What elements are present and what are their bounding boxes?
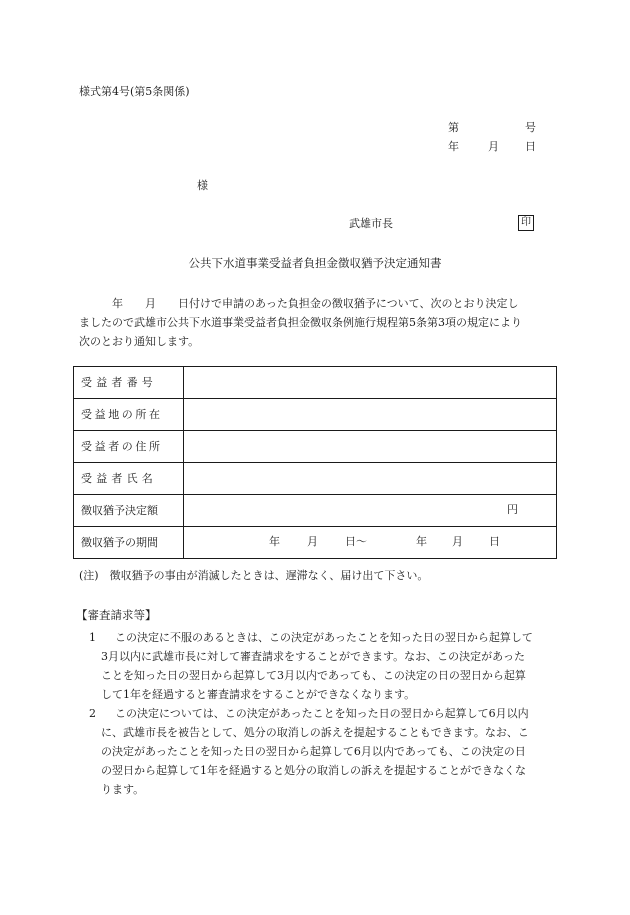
period-to-month: 月 xyxy=(452,535,463,548)
table-row xyxy=(74,399,557,431)
table-row xyxy=(74,431,557,463)
table-row xyxy=(74,527,557,559)
row-label-land-location: 受益地の所在 xyxy=(74,399,184,431)
land-location-field[interactable] xyxy=(184,399,557,431)
period-from-day: 日〜 xyxy=(345,535,367,548)
row-label-beneficiary-number: 受益者番号 xyxy=(74,367,184,399)
review-item-number: 2 xyxy=(89,707,96,720)
issue-date-day: 日 xyxy=(525,140,536,153)
body-line-2: ましたので武雄市公共下水道事業受益者負担金徴収条例施行規程第5条第3項の規定により xyxy=(79,316,522,329)
document-number-date-block xyxy=(448,122,538,162)
body-line-1-text: 日付けで申請のあった負担金の徴収猶予について、次のとおり決定し xyxy=(178,297,519,310)
form-number-label: 様式第4号(第5条関係) xyxy=(79,85,190,98)
review-item-line: ります。 xyxy=(101,783,145,796)
seal-mark: 印 xyxy=(518,215,534,231)
table-row xyxy=(74,463,557,495)
note-text: (注) 徴収猶予の事由が消滅したときは、遅滞なく、届け出て下さい。 xyxy=(79,569,429,582)
period-to-day: 日 xyxy=(489,535,500,548)
document-number-row xyxy=(448,122,538,136)
beneficiary-number-field[interactable] xyxy=(184,367,557,399)
number-suffix: 号 xyxy=(525,121,536,134)
review-item-line: ことを知った日の翌日から起算して3月以内であっても、この決定の日の翌日から起算 xyxy=(101,669,526,682)
issuer-name: 武雄市長 xyxy=(349,217,393,230)
body-year: 年 xyxy=(112,297,123,310)
row-label-beneficiary-name: 受益者氏名 xyxy=(74,463,184,495)
issue-date-year: 年 xyxy=(448,140,459,153)
beneficiary-name-field[interactable] xyxy=(184,463,557,495)
yen-unit: 円 xyxy=(507,503,518,516)
review-item-line: この決定については、この決定があったことを知った日の翌日から起算して6月以内 xyxy=(115,707,529,720)
deferral-info-table xyxy=(73,366,557,559)
list-item xyxy=(79,704,561,799)
issue-date-month: 月 xyxy=(488,140,499,153)
body-line-1 xyxy=(79,294,559,313)
row-label-deferral-amount: 徴収猶予決定額 xyxy=(74,495,184,527)
review-item-line: の翌日から起算して1年を経過すると処分の取消しの訴えを提起することができなくな xyxy=(101,764,526,777)
review-item-number: 1 xyxy=(89,631,96,644)
document-title: 公共下水道事業受益者負担金徴収猶予決定通知書 xyxy=(188,256,442,270)
table-row xyxy=(74,367,557,399)
review-item-line: に、武雄市長を被告として、処分の取消しの訴えを提起することもできます。なお、こ xyxy=(101,726,529,739)
body-month: 月 xyxy=(145,297,156,310)
body-line-3: 次のとおり通知します。 xyxy=(79,335,200,348)
list-item xyxy=(79,628,561,704)
deferral-amount-field[interactable] xyxy=(184,495,557,527)
review-item-line: この決定に不服のあるときは、この決定があったことを知った日の翌日から起算して xyxy=(115,631,533,644)
table-row xyxy=(74,495,557,527)
period-to-year: 年 xyxy=(416,535,427,548)
row-label-beneficiary-address: 受益者の住所 xyxy=(74,431,184,463)
period-from-month: 月 xyxy=(307,535,318,548)
row-label-deferral-period: 徴収猶予の期間 xyxy=(74,527,184,559)
review-item-line: の決定があったことを知った日の翌日から起算して6月以内であっても、この決定の日 xyxy=(101,745,526,758)
beneficiary-address-field[interactable] xyxy=(184,431,557,463)
issue-date-row xyxy=(448,141,538,155)
review-item-line: 3月以内に武雄市長に対して審査請求をすることができます。なお、この決定があった xyxy=(101,650,526,663)
period-from-year: 年 xyxy=(269,535,280,548)
review-section xyxy=(79,628,561,799)
addressee-suffix: 様 xyxy=(197,179,208,192)
review-heading: 【審査請求等】 xyxy=(76,608,157,622)
notice-body xyxy=(79,294,559,351)
number-prefix: 第 xyxy=(448,121,459,134)
review-item-line: して1年を経過すると審査請求をすることができなくなります。 xyxy=(101,688,416,701)
deferral-period-field[interactable] xyxy=(184,527,557,559)
